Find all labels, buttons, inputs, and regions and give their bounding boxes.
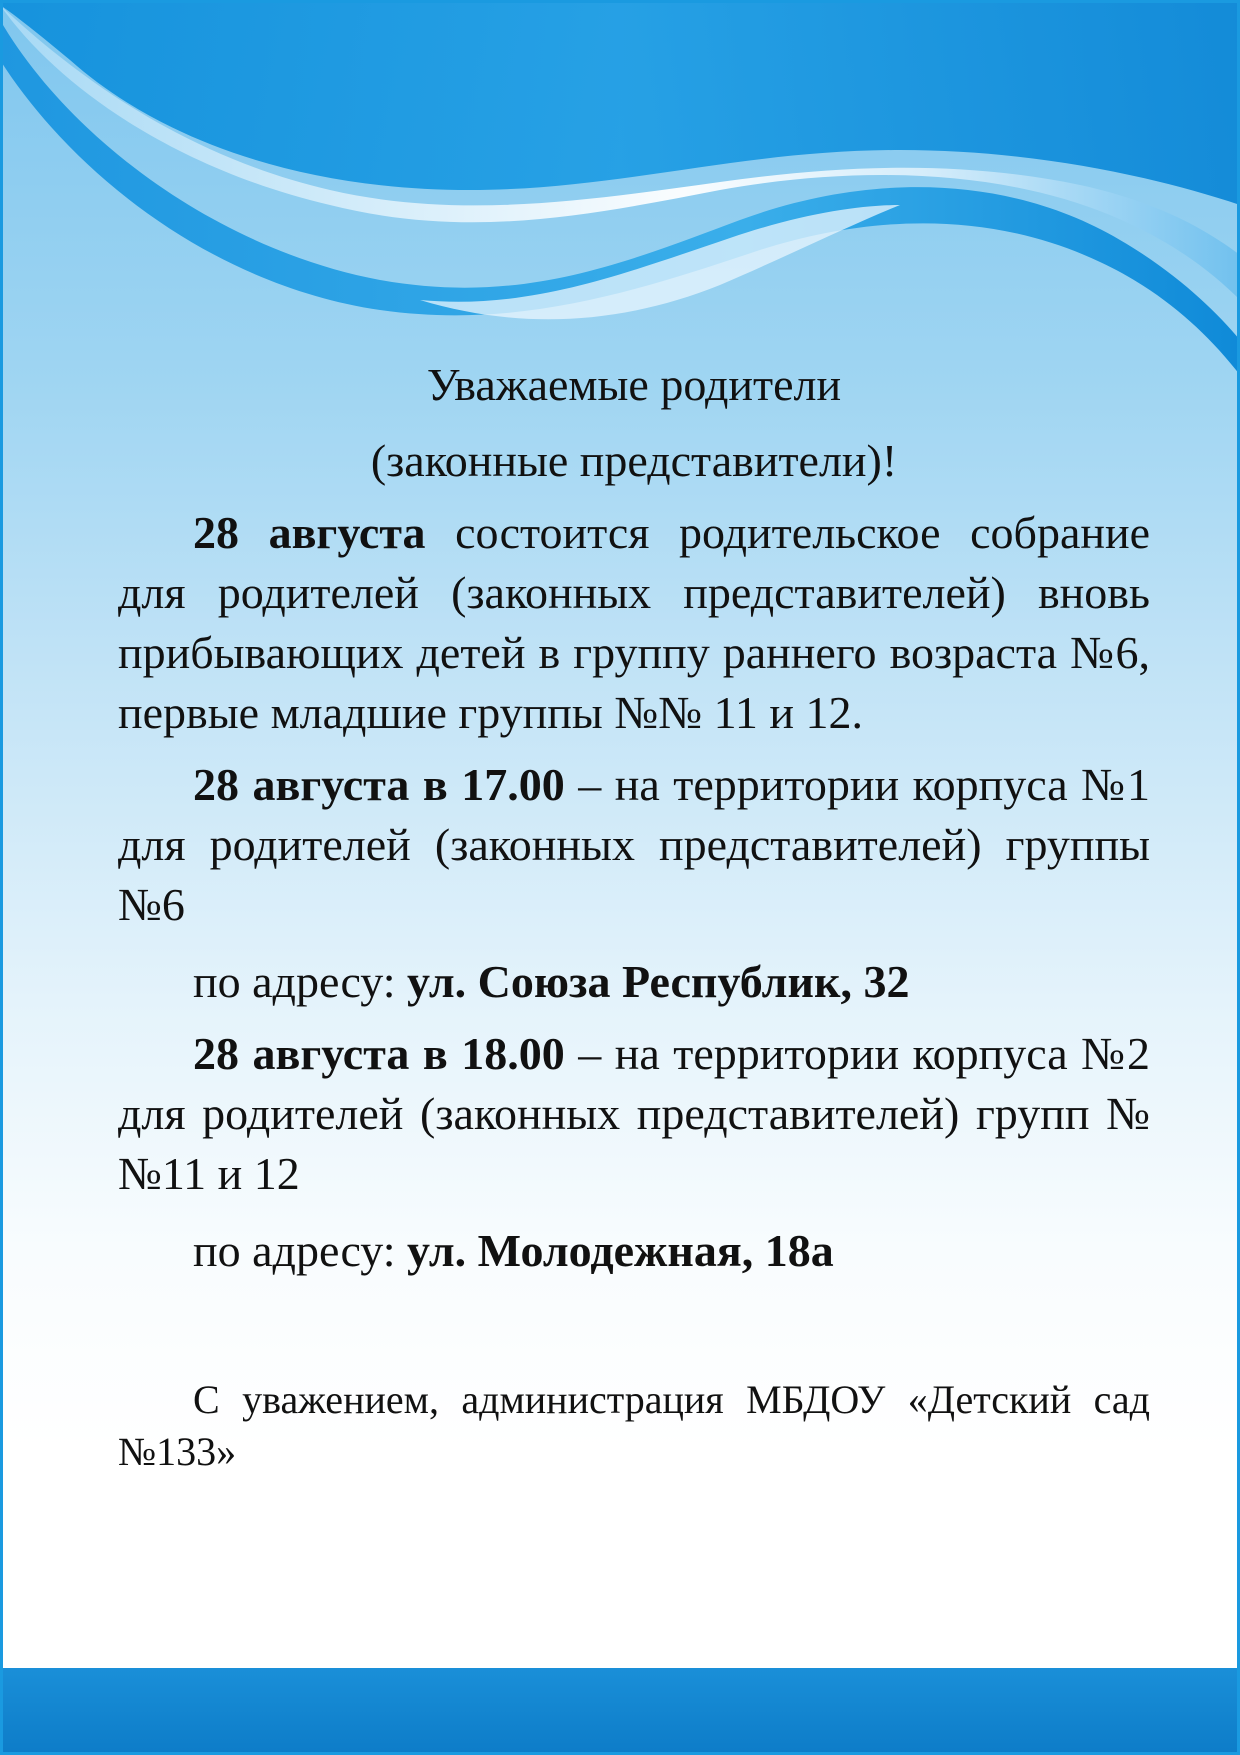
- announcement-body: [118, 355, 1150, 1478]
- greeting-line-2: (законные представители)!: [370, 435, 898, 486]
- meeting1-paragraph: [118, 755, 1150, 935]
- wave-top-band: [0, 0, 1240, 205]
- meeting1-address-line: [118, 952, 1150, 1012]
- meeting2-address-label: по адресу:: [193, 1225, 407, 1276]
- signature: С уважением, администрация МБДОУ «Детский сад №133»: [118, 1377, 1150, 1474]
- meeting-intro-paragraph: [118, 503, 1150, 743]
- meeting1-address: ул. Союза Республик, 32: [407, 956, 910, 1007]
- wave-highlight: [420, 205, 900, 319]
- footer-band: [0, 1668, 1240, 1755]
- meeting-intro-text: состоится родительское собрание для родителей (законных представителей) вновь прибывающих детей в группу раннего возраста №6, первые младшие группы №№ 11 и 12.: [118, 507, 1151, 738]
- meeting1-datetime: 28 августа в 17.00: [193, 759, 565, 810]
- meeting-date: 28 августа: [193, 507, 426, 558]
- meeting2-text: – на территории корпуса №2 для родителей (законных представителей) групп №№11 и 12: [118, 1028, 1150, 1199]
- meeting2-address: ул. Молодежная, 18а: [407, 1225, 834, 1276]
- meeting1-text: – на территории корпуса №1 для родителей (законных представителей) группы №6: [118, 759, 1150, 930]
- meeting2-address-line: [118, 1221, 1150, 1281]
- meeting2-datetime: 28 августа в 18.00: [193, 1028, 565, 1079]
- meeting1-address-label: по адресу:: [193, 956, 407, 1007]
- greeting-line-1: Уважаемые родители: [426, 359, 842, 410]
- meeting2-paragraph: [118, 1024, 1150, 1204]
